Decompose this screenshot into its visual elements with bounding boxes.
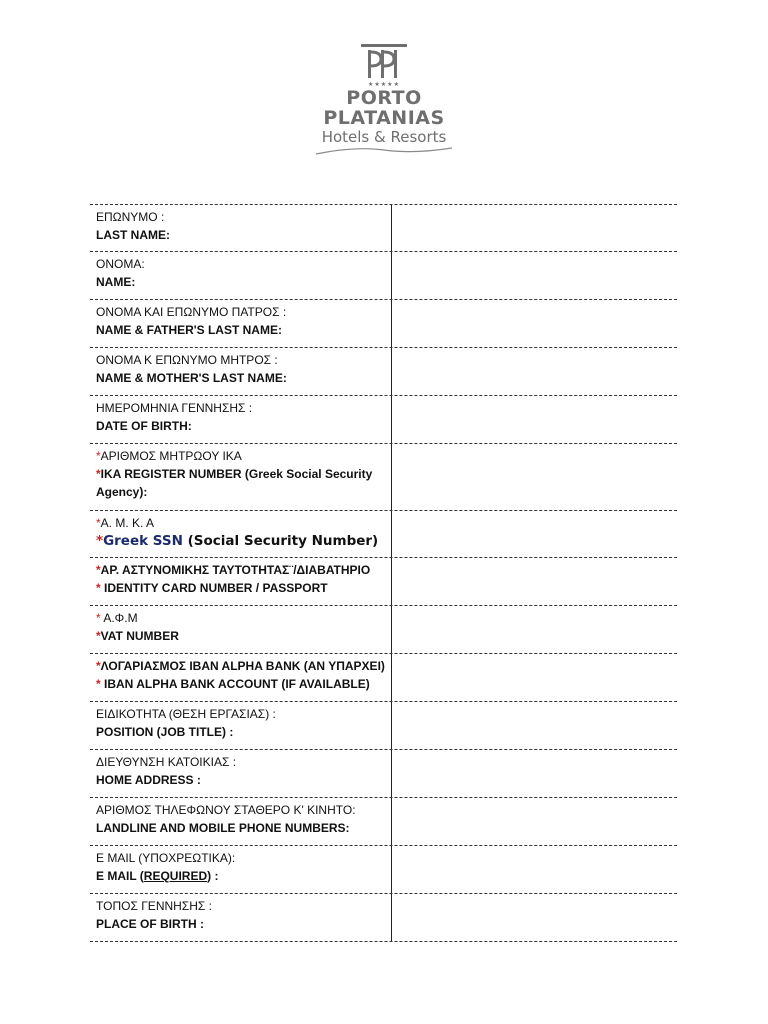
label-english: LANDLINE AND MOBILE PHONE NUMBERS: [96,821,350,835]
phone-numbers-field[interactable] [392,798,677,845]
required-mark: * [96,581,101,595]
row-label [90,654,392,701]
row-label [90,702,392,749]
label-english: *VAT NUMBER [96,629,179,643]
form-row-amka [90,510,677,557]
form-row-home-address [90,749,677,797]
required-mark: * [96,611,101,625]
brand-subtitle: Hotels & Resorts [321,128,447,146]
row-label [90,300,392,347]
last-name-field[interactable] [392,205,677,251]
father-name-field[interactable] [392,300,677,347]
row-label [90,348,392,395]
row-label [90,396,392,443]
label-english: NAME & FATHER'S LAST NAME: [96,323,282,337]
label-greek: * Α.Φ.Μ [96,611,138,625]
ika-number-field[interactable] [392,444,677,510]
required-mark: * [96,563,101,577]
form-row-name [90,251,677,299]
label-greek: *ΛΟΓΑΡΙΑΣΜΟΣ IBAN ALPHA BANK (ΑΝ ΥΠΑΡΧΕΙ) [96,659,385,673]
form-row-last-name [90,204,677,251]
form-row-vat-number [90,605,677,653]
identity-card-field[interactable] [392,558,677,605]
row-label [90,894,392,941]
label-greek: ΤΟΠΟΣ ΓΕΝΝΗΣΗΣ : [96,899,212,913]
form-row-place-of-birth [90,893,677,942]
row-label [90,444,392,510]
form-row-identity-card [90,557,677,605]
required-mark: * [96,533,104,549]
row-label [90,558,392,605]
home-address-field[interactable] [392,750,677,797]
swoosh-decoration [314,146,454,156]
label-english: E MAIL (REQUIRED) : [96,869,219,883]
label-greek: ΟΝΟΜΑ ΚΑΙ ΕΠΩΝΥΜΟ ΠΑΤΡΟΣ : [96,305,287,319]
form-row-mother-name [90,347,677,395]
label-english: PLACE OF BIRTH : [96,917,204,931]
label-english: *IKA REGISTER NUMBER (Greek Social Security Agency): [96,467,373,499]
amka-field[interactable] [392,511,677,557]
label-greek: *ΑΡ. ΑΣΤΥΝΟΜΙΚΗΣ ΤΑΥΤΟΤΗΤΑΣ¨/ΔΙΑΒΑΤΗΡΙΟ [96,563,371,577]
form-row-father-name [90,299,677,347]
row-label [90,205,392,251]
label-english: HOME ADDRESS : [96,773,201,787]
email-field[interactable] [392,846,677,893]
row-label [90,750,392,797]
required-mark: * [96,677,101,691]
label-greek: ΕΙΔΙΚΟΤΗΤΑ (ΘΕΣΗ ΕΡΓΑΣΙΑΣ) : [96,707,276,721]
row-label [90,798,392,845]
label-greek: ΗΜΕΡΟΜΗΝΙΑ ΓΕΝΝΗΣΗΣ : [96,401,253,415]
mother-name-field[interactable] [392,348,677,395]
date-of-birth-field[interactable] [392,396,677,443]
column-logo-icon [359,42,409,82]
required-mark: * [96,516,101,530]
label-greek: ΟΝΟΜΑ: [96,257,145,271]
label-greek: E MAIL (ΥΠΟΧΡΕΩΤΙΚΑ): [96,851,236,865]
label-english: * IBAN ALPHA BANK ACCOUNT (IF AVAILABLE) [96,677,370,691]
name-field[interactable] [392,252,677,299]
iban-field[interactable] [392,654,677,701]
form-row-position [90,701,677,749]
row-label [90,511,392,557]
label-greek: ΕΠΩΝΥΜΟ : [96,210,165,224]
required-mark: * [96,449,101,463]
form-row-phone-numbers [90,797,677,845]
label-english: NAME & MOTHER'S LAST NAME: [96,371,287,385]
brand-name: PORTO PLATANIAS [323,87,445,129]
label-greek: *Α. Μ. Κ. Α [96,516,155,530]
employee-info-form [90,204,677,942]
required-mark: * [96,467,101,481]
company-logo [288,42,480,154]
label-english: POSITION (JOB TITLE) : [96,725,234,739]
place-of-birth-field[interactable] [392,894,677,941]
label-english: NAME: [96,275,136,289]
form-row-email [90,845,677,893]
label-greek: ΟΝΟΜΑ Κ ΕΠΩΝΥΜΟ ΜΗΤΡΟΣ : [96,353,278,367]
label-greek: *ΑΡΙΘΜΟΣ ΜΗΤΡΩΟΥ ΙΚΑ [96,449,242,463]
vat-number-field[interactable] [392,606,677,653]
label-english: LAST NAME: [96,228,170,242]
required-mark: * [96,659,101,673]
rating-stars: ★★★★★ [368,82,400,88]
label-greek: ΔΙΕΥΘΥΝΣΗ ΚΑΤΟΙΚΙΑΣ : [96,755,237,769]
label-english: DATE OF BIRTH: [96,419,192,433]
row-label [90,606,392,653]
label-english: * IDENTITY CARD NUMBER / PASSPORT [96,581,328,595]
label-english: *Greek SSN (Social Security Number) [96,533,379,549]
form-row-ika-number [90,443,677,510]
row-label [90,846,392,893]
label-greek: ΑΡΙΘΜΟΣ ΤΗΛΕΦΩΝΟΥ ΣΤΑΘΕΡΟ Κ' ΚΙΝΗΤΟ: [96,803,356,817]
form-row-date-of-birth [90,395,677,443]
form-row-iban [90,653,677,701]
required-mark: * [96,629,101,643]
position-field[interactable] [392,702,677,749]
row-label [90,252,392,299]
